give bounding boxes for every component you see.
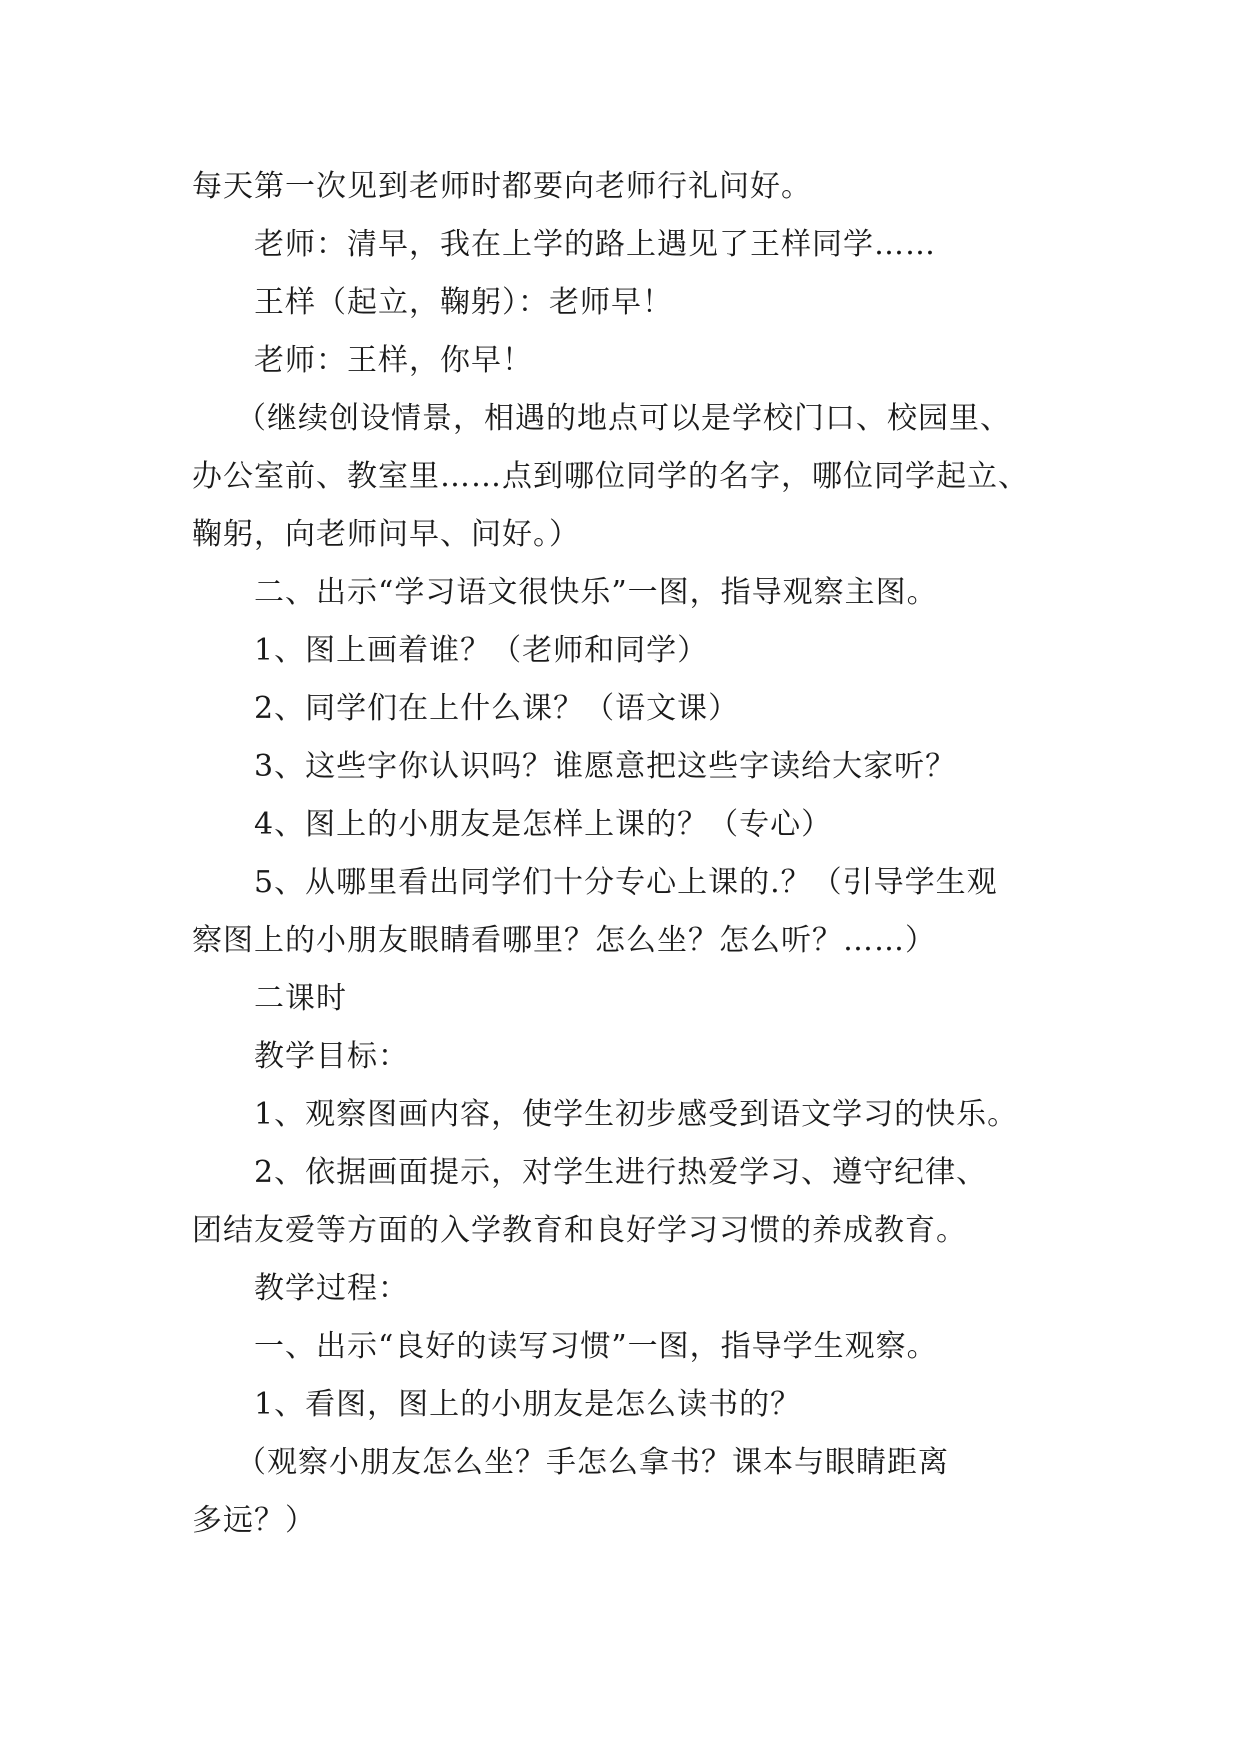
- text-line: 老师：清早，我在上学的路上遇见了王样同学……: [254, 227, 936, 262]
- section-heading: 教学目标：: [254, 1039, 409, 1074]
- document-body: [192, 158, 1072, 1550]
- text-line: （继续创设情景，相遇的地点可以是学校门口、校园里、: [236, 401, 1011, 436]
- text-line: 察图上的小朋友眼睛看哪里？怎么坐？怎么听？……）: [192, 923, 936, 958]
- text-line: 王样（起立，鞠躬）：老师早！: [254, 285, 673, 320]
- text-line: 每天第一次见到老师时都要向老师行礼问好。: [192, 169, 812, 204]
- section-heading: 一、出示“良好的读写习惯”一图，指导学生观察。: [254, 1329, 938, 1364]
- text-line: 办公室前、教室里……点到哪位同学的名字，哪位同学起立、: [192, 459, 1029, 494]
- section-heading: 二、出示“学习语文很快乐”一图，指导观察主图。: [254, 575, 938, 610]
- list-item: 1、观察图画内容，使学生初步感受到语文学习的快乐。: [254, 1097, 1019, 1132]
- list-item: 1、看图，图上的小朋友是怎么读书的？: [254, 1387, 802, 1422]
- text-line: （观察小朋友怎么坐？手怎么拿书？课本与眼睛距离: [236, 1445, 949, 1480]
- list-item: 2、同学们在上什么课？（语文课）: [254, 691, 740, 726]
- text-line: 多远？）: [192, 1503, 316, 1538]
- section-heading: 二课时: [254, 981, 347, 1016]
- list-item: 3、这些字你认识吗？谁愿意把这些字读给大家听？: [254, 749, 957, 784]
- list-item: 1、图上画着谁？（老师和同学）: [254, 633, 709, 668]
- text-line: 团结友爱等方面的入学教育和良好学习习惯的养成教育。: [192, 1213, 967, 1248]
- list-item: 2、依据画面提示，对学生进行热爱学习、遵守纪律、: [254, 1155, 988, 1190]
- text-line: 老师：王样，你早！: [254, 343, 533, 378]
- section-heading: 教学过程：: [254, 1271, 409, 1306]
- list-item: 5、从哪里看出同学们十分专心上课的.？（引导学生观: [254, 865, 998, 900]
- list-item: 4、图上的小朋友是怎样上课的？（专心）: [254, 807, 833, 842]
- text-line: 鞠躬，向老师问早、问好。）: [192, 517, 580, 552]
